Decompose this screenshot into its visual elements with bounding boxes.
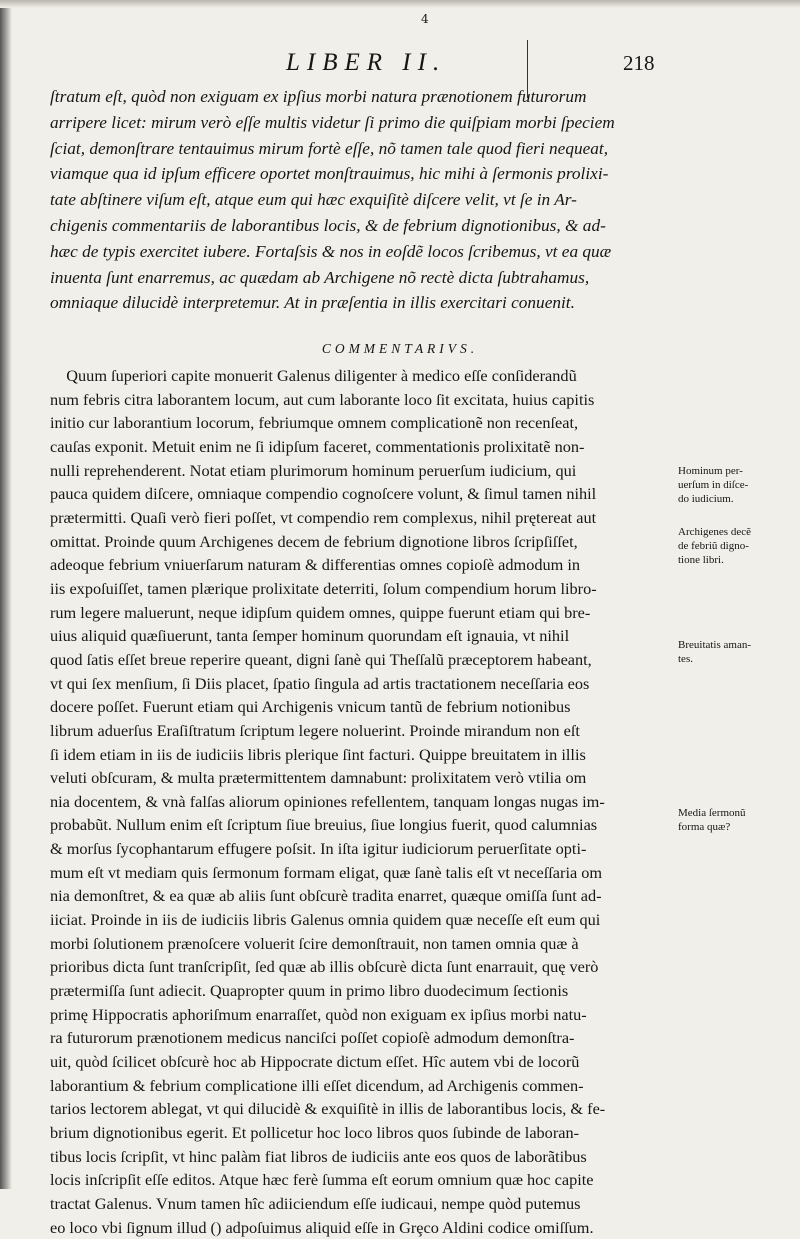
sidenote-line: forma quæ? — [678, 821, 731, 833]
text-line: probabũt. Nullum enim eſt ſcriptum ſiue breuius, ſiue longius fuerit, quod calumnias — [50, 815, 598, 835]
text-line: iis expoſuiſſet, tamen plærique prolixitate deterriti, ſolum compendium horum libro- — [50, 578, 597, 598]
text-line: ra futurorum prænotionem medicus nanciſci poſſet copioſè admodum demonſtra- — [50, 1028, 575, 1048]
text-line-italic: omniaque dilucidè interpretemur. At in præſentia in illis exercitari conuenit. — [50, 293, 575, 313]
text-line: quod ſatis eſſet breue reperire queant, digni ſanè qui Theſſalũ præceptorem habeant, — [50, 649, 592, 669]
text-line: morbi ſolutionem prænoſcere voluerit ſcire demonſtrauit, non tamen omnia quæ à — [50, 933, 579, 953]
text-line-italic: ſciat, demonſtrare tentauimus mirum fortè eſſe, nõ tamen tale quod fieri nequeat, — [50, 138, 609, 158]
text-line-italic: ſtratum eſt, quòd non exiguam ex ipſius morbi natura prænotionem futurorum — [50, 87, 587, 106]
galen-text-italic — [50, 84, 670, 316]
text-line: nia docentem, & vnà falſas aliorum opiniones refellentem, tanquam longas nugas im- — [50, 791, 605, 811]
text-line-italic: chigenis commentariis de laborantibus locis, & de febrium dignotionibus, & ad- — [50, 215, 606, 235]
sidenote-breuitatis — [678, 638, 788, 666]
running-head: LIBER II. — [286, 49, 447, 76]
text-line: tractat Galenus. Vnum tamen hîc adiiciendum eſſe iudicaui, nempe quòd putemus — [50, 1193, 581, 1213]
page-header — [0, 45, 800, 79]
text-line: nia demonſtret, & ea quæ ab aliis ſunt obſcurè tradita enarret, quæque omiſſa ſunt ad- — [50, 886, 602, 906]
text-line-italic: tate abſtinere viſum eſt, atque eum qui hæc exquiſitè diſcere velit, vt ſe in Ar- — [50, 190, 577, 210]
text-line: ſi idem etiam in iis de iudiciis libris plerique ſint facturi. Quippe breuitatem in illis — [50, 744, 586, 764]
text-line: rum legere maluerunt, neque idipſum quidem omnes, quippe fuerunt etiam qui bre- — [50, 602, 591, 622]
text-line: pauca quidem diſcere, omniaque compendio cognoſcere volunt, & ſimul tamen nihil — [50, 484, 597, 504]
text-line: eo loco vbi ſignum illud () adpoſuimus aliquid eſſe in Grȩco Aldini codice omiſſum. — [50, 1217, 594, 1237]
text-line: docere poſſet. Fuerunt etiam qui Archigenis vnicum tantũ de febrium notionibus — [50, 697, 571, 717]
sidenote-line: uerſum in diſce- — [678, 479, 749, 491]
commentary-heading: COMMENTARIVS. — [321, 341, 479, 356]
text-line: initio cur laborantium locorum, febriumque omnem complicationẽ non recenſeat, — [50, 413, 579, 433]
text-line: uius aliquid quæſiuerunt, tanta ſemper hominum quorundam eſt ignauia, vt nihil — [50, 626, 570, 646]
text-line: tarios lectorem ablegat, vt qui dilucidè & exquiſitè in illis de laborantibus locis, & fe- — [50, 1099, 606, 1119]
sidenote-archigenes — [678, 525, 788, 567]
sidenote-line: do iudicium. — [678, 493, 734, 505]
text-line-italic: arripere licet: mirum verò eſſe multis videtur ſi primo die quiſpiam morbi ſpeciem — [50, 112, 615, 132]
text-line: nulli reprehenderent. Notat etiam plurimorum hominum peruerſum iudicium, qui — [50, 460, 577, 480]
text-line: num febris citra laborantem locum, aut cum laborante loco ſit excitata, huius capitis — [50, 389, 595, 409]
sidenote-hominum — [678, 464, 788, 506]
text-line: primę Hippocratis aphoriſmum enarraſſet, quòd non exiguam ex ipſius morbi natu- — [50, 1004, 587, 1024]
text-line: tibus locis ſcripſit, vt hinc palàm fiat libros de iudiciis ante eos quos de laborãtibus — [50, 1146, 587, 1166]
text-line: librum aduerſus Eraſiſtratum ſcriptum legere noluerint. Proinde mirandum non eſt — [50, 720, 580, 740]
text-line: vt qui ſex menſium, ſi Diis placet, ſpatio ſingula ad artis tractationem neceſſaria eos — [50, 673, 590, 693]
text-line: Quum ſuperiori capite monuerit Galenus diligenter à medico eſſe conſiderandũ — [50, 366, 577, 385]
sidenote-line: Hominum per- — [678, 465, 743, 477]
sidenote-line: Media ſermonũ — [678, 807, 746, 819]
text-line: adeoque febrium vniuerſarum naturam & differentias omnes copioſè admodum in — [50, 555, 581, 575]
text-line: cauſas exponit. Metuit enim ne ſi idipſum faceret, commentationis prolixitatẽ non- — [50, 436, 585, 456]
text-line-italic: inuenta ſunt enarremus, ac quædam ab Archigene nõ rectè dicta ſubtrahamus, — [50, 267, 590, 287]
page-edge-shadow — [0, 0, 12, 1189]
text-line-italic: hæc de typis exercitet iubere. Fortaſsis & nos in eoſdẽ locos ſcribemus, vt ea quæ — [50, 241, 612, 261]
text-line: uit, quòd ſcilicet obſcurè hoc ab Hippocrate dictum eſſet. Hîc autem vbi de locorũ — [50, 1052, 580, 1072]
page-number: 218 — [623, 51, 655, 75]
text-line: prætermitti. Quaſi verò fieri poſſet, vt compendio rem complexus, nihil prętereat aut — [50, 507, 597, 527]
text-line: omittat. Proinde quum Archigenes decem de febrium dignotione libros ſcripſiſſet, — [50, 531, 578, 551]
text-line: locis inſcripſit eſſe editos. Atque hæc ferè ſumma eſt eorum omnium quæ hoc capite — [50, 1170, 594, 1190]
sidenote-line: Breuitatis aman- — [678, 639, 752, 651]
text-line: & morſus ſycophantarum effugere poſsit. In iſta igitur iudiciorum peruerſitate opti- — [50, 839, 587, 859]
text-line: prætermiſſa ſunt adiecit. Quapropter quum in primo libro duodecimum ſectionis — [50, 981, 569, 1001]
text-line: veluti obſcuram, & multa prætermittentem damnabunt: prolixitatem verò vtilia om — [50, 768, 587, 788]
sidenote-line: de febriũ digno- — [678, 540, 749, 552]
page-top-shadow — [0, 0, 800, 8]
text-line: prioribus dicta ſunt tranſcripſit, ſed quæ ab illis obſcurè dicta ſunt enarrauit, quę verò — [50, 957, 599, 977]
sidenote-line: Archigenes decẽ — [678, 526, 751, 538]
text-line: brium dignotionibus egerit. Et pollicetur hoc loco libros quos ſubinde de laboran- — [50, 1123, 580, 1142]
page-mark: 4 — [421, 12, 429, 26]
text-line-italic: viamque qua id ipſum efficere oportet monſtrauimus, hic mihi à ſermonis prolixi- — [50, 164, 609, 184]
sidenote-line: tes. — [678, 653, 693, 665]
sidenote-line: tione libri. — [678, 554, 724, 566]
sidenote-media — [678, 806, 788, 834]
text-line: iiciat. Proinde in iis de iudiciis libris Galenus omnia quidem quæ neceſſe eſt eum qui — [50, 910, 601, 930]
text-line: laborantium & febrium complicatione illi eſſet dicendum, ad Archigenis commen- — [50, 1075, 584, 1095]
commentary-text — [50, 364, 670, 1239]
text-line: mum eſt vt mediam quis ſermonum formam eligat, quæ ſanè talis eſt vt neceſſaria om — [50, 862, 603, 882]
